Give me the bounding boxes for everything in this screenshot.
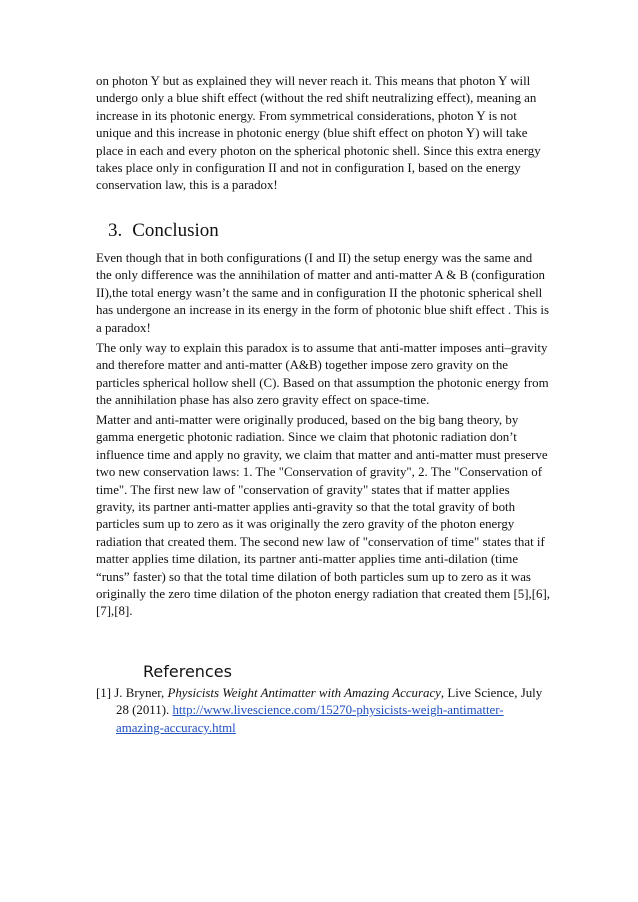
reference-source: , Live Science, July 28 (2011). — [116, 686, 543, 718]
reference-title: Physicists Weight Antimatter with Amazing Accuracy — [167, 686, 441, 700]
conclusion-paragraph-1: Even though that in both configurations (I and II) the setup energy was the same and the only difference was the annihilation of matter and anti-matter A & B (configuration II),the total energy wasn’t the same and in configuration II the photonic spherical shell has undergone an increase in its energy in the form of photonic blue shift effect . This is a paradox! — [96, 251, 549, 335]
reference-link[interactable]: http://www.livescience.com/15270-physicists-weigh-antimatter-amazing-accuracy.html — [116, 703, 504, 735]
reference-item — [96, 685, 550, 737]
conclusion-paragraph-3: Matter and anti-matter were originally produced, based on the big bang theory, by gamma energetic photonic radiation. Since we claim that photonic radiation don’t influence time and apply no gravity, we claim that matter and anti-matter must preserve two new conservation laws: 1. The "Conservation of gravity", 2. The "Conservation of time". The first new law of "conservation of gravity" states that if matter applies gravity, its partner anti-matter applies anti-gravity so that the total gravity of both particles sum up to zero as it was originally the zero gravity of the photon energy radiation that created them. The second new law of "conservation of time" states that if matter applies time dilation, its partner anti-matter applies time anti-dilation (time “runs” faster) so that the total time dilation of both particles sum up to zero as it was originally the zero time dilation of the photon energy radiation that created them [5],[6],[7],[8]. — [96, 413, 551, 619]
section-heading — [108, 218, 219, 244]
conclusion-paragraph-2: The only way to explain this paradox is to assume that anti-matter imposes anti–gravity and therefore matter and anti-matter (A&B) together impose zero gravity on the particles spherical hollow shell (C). Based on that assumption the photonic energy from the annihilation phase has also zero gravity effect on space-time. — [96, 341, 549, 408]
section-title: Conclusion — [132, 220, 219, 241]
reference-authors: J. Bryner, — [114, 686, 165, 700]
references-heading: References — [143, 662, 232, 681]
intro-paragraph: on photon Y but as explained they will never reach it. This means that photon Y will undergo only a blue shift effect (without the red shift neutralizing effect), meaning an increase in its photonic energy. From symmetrical considerations, photon Y is not unique and this increase in photonic energy (blue shift effect on photon Y) will take place in each and every photon on the spherical photonic shell. Since this extra energy takes place only in configuration II and not in configuration I, based on the energy conservation law, this is a paradox! — [96, 74, 541, 193]
reference-label: [1] — [96, 686, 112, 700]
section-number: 3. — [108, 220, 123, 241]
